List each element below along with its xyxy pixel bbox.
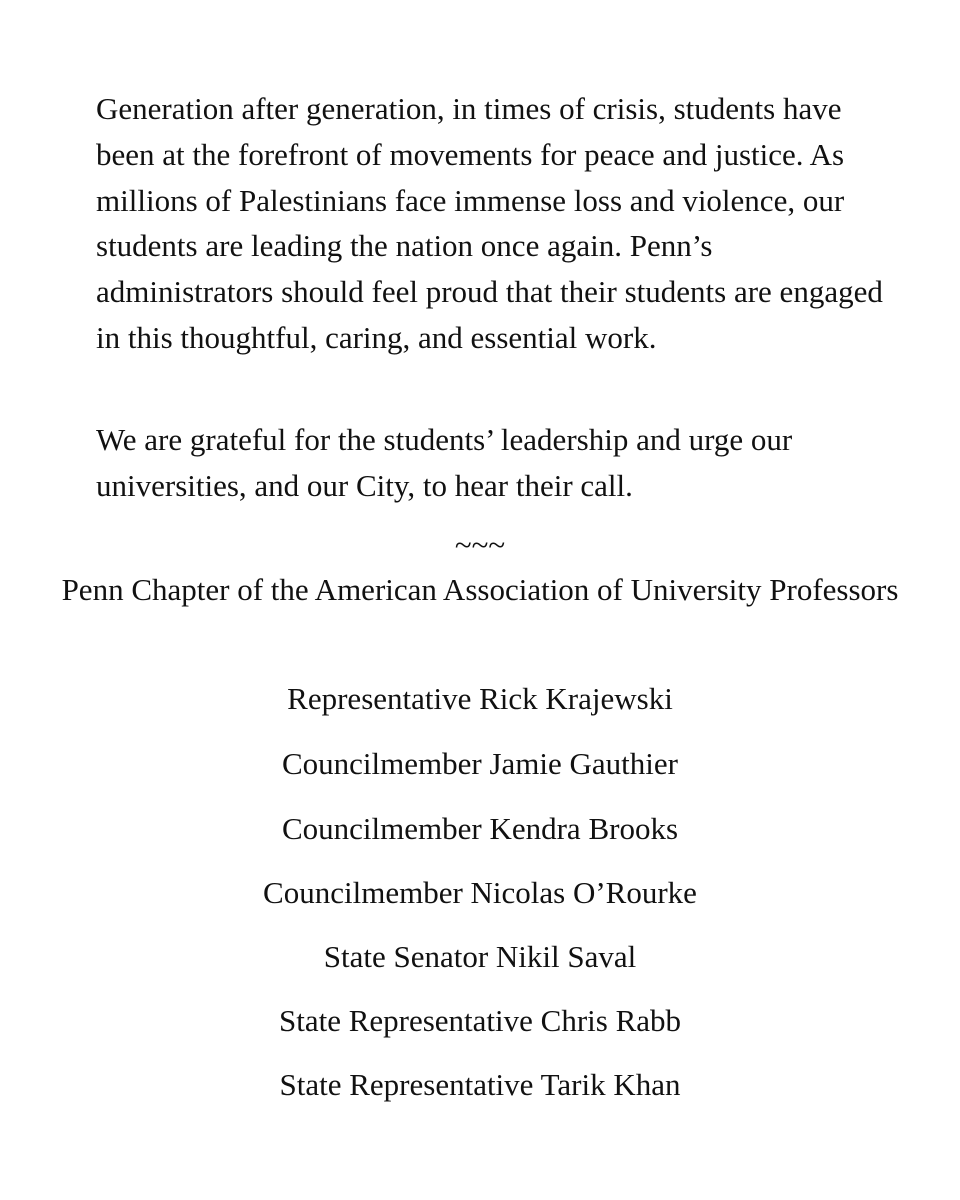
statement-paragraph-1: Generation after generation, in times of crisis, students have been at the forefront of movements for peace and justice. As millions of Palestinians face immense loss and violence, our students are leading the nation once again. Penn’s administrators should feel proud that their students are engaged in this thoughtful, caring, and essential work. [96,91,883,355]
signatory-chris-rabb: State Representative Chris Rabb [278,1003,682,1038]
signatory-nicolas-orourke: Councilmember Nicolas O’Rourke [263,875,697,910]
signatory-rick-krajewski: Representative Rick Krajewski [287,681,673,716]
signatory-tarik-khan: State Representative Tarik Khan [279,1067,681,1102]
section-divider: ~~~ [454,527,506,562]
signatory-nikil-saval: State Senator Nikil Saval [323,939,637,974]
statement-paragraph-2: We are grateful for the students’ leadership and urge our universities, and our City, to hear their call. [96,422,793,503]
signatory-kendra-brooks: Councilmember Kendra Brooks [281,811,679,846]
signatory-aaup: Penn Chapter of the American Association of University Professors [61,572,899,607]
signatory-jamie-gauthier: Councilmember Jamie Gauthier [282,746,678,781]
